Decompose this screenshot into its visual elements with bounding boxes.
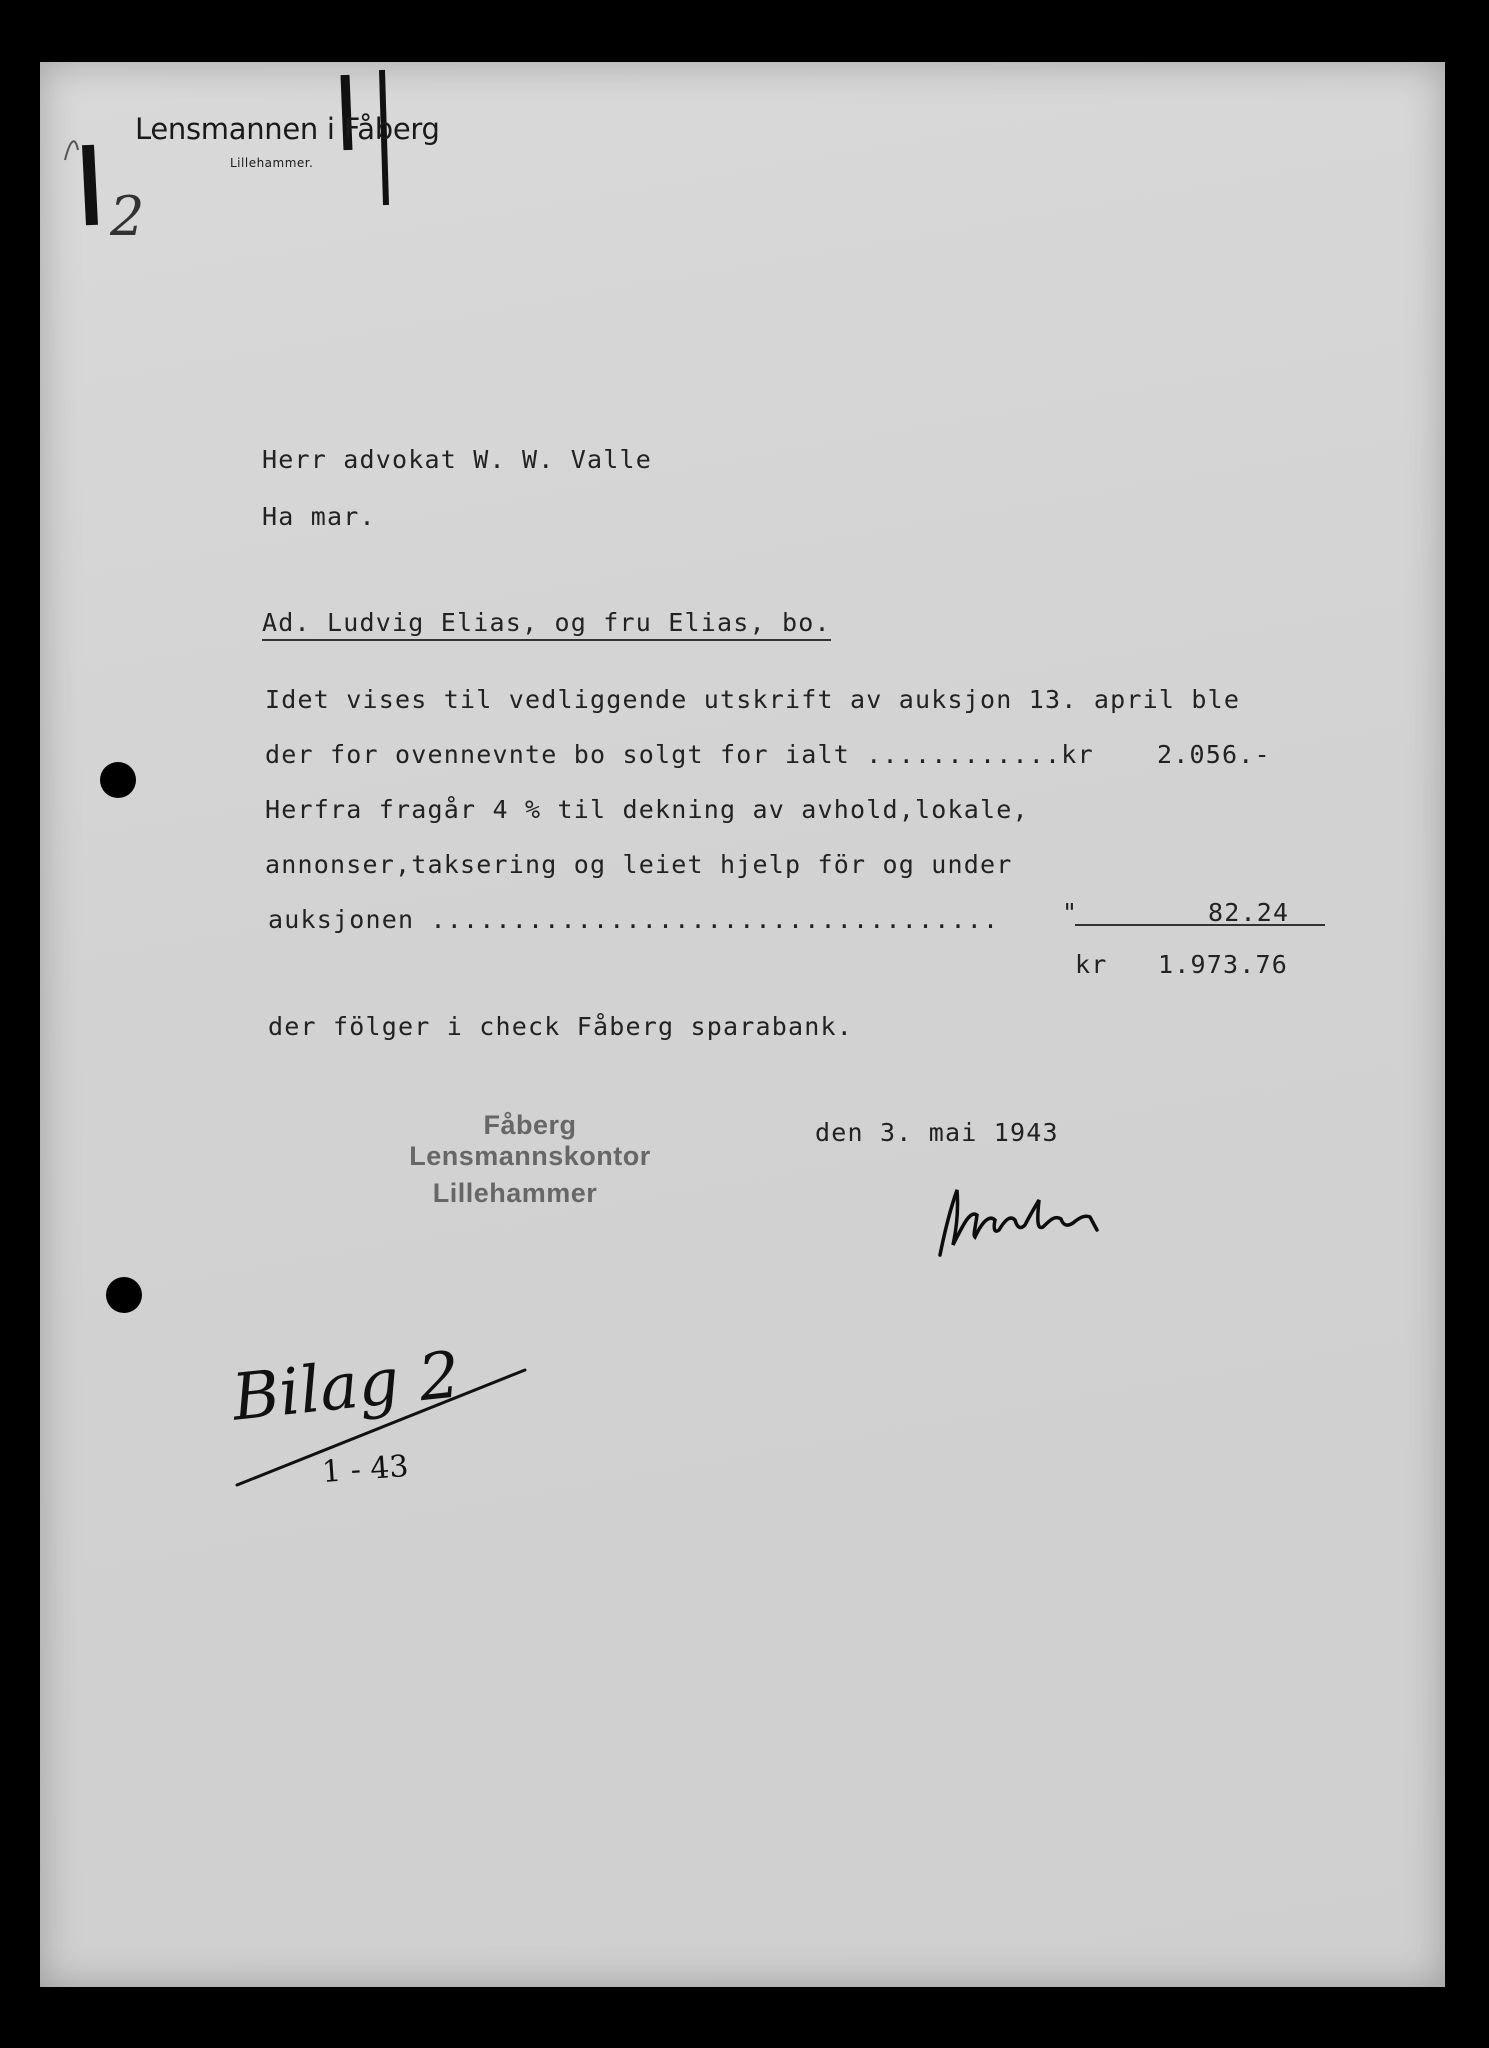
margin-note: 2 <box>110 185 145 248</box>
recipient-line-2: Ha mar. <box>262 502 376 531</box>
letterhead <box>135 112 440 170</box>
letterhead-place: Lillehammer. <box>230 156 314 170</box>
signature <box>925 1175 1125 1265</box>
total-amount: 1.973.76 <box>1158 950 1289 979</box>
subject-line: Ad. Ludvig Elias, og fru Elias, bo. <box>262 608 831 641</box>
letterhead-organization: Lensmannen i Fåberg <box>135 112 440 146</box>
deduction-amount: 82.24 <box>1208 898 1290 927</box>
body-line-1: Idet vises til vedliggende utskrift av auksjon 13. april ble <box>265 685 1241 714</box>
body-line-3: Herfra fragår 4 % til dekning av avhold,lokale, <box>265 795 1029 824</box>
letter-date: den 3. mai 1943 <box>815 1118 1059 1147</box>
ditto-mark: " <box>1062 898 1079 927</box>
body-line-4: annonser,taksering og leiet hjelp för og under <box>265 850 1013 879</box>
annotation-number: 1 - 43 <box>320 1449 410 1490</box>
body-line-6: der fölger i check Fåberg sparabank. <box>268 1012 854 1041</box>
total-currency: kr <box>1075 950 1108 979</box>
sale-amount: 2.056.- <box>1157 740 1271 769</box>
annotation-bilag: Bilag 2 <box>228 1338 464 1436</box>
sum-rule <box>1075 924 1325 926</box>
body-line-5: auksjonen ................................... <box>268 905 1000 934</box>
recipient-line-1: Herr advokat W. W. Valle <box>262 445 653 474</box>
stamp-line-2: Lillehammer <box>432 1178 598 1208</box>
stamp-line-1: Fåberg Lensmannskontor <box>409 1110 651 1171</box>
office-stamp <box>360 1110 700 1209</box>
body-line-2: der for ovennevnte bo solgt for ialt ............kr <box>265 740 1094 769</box>
